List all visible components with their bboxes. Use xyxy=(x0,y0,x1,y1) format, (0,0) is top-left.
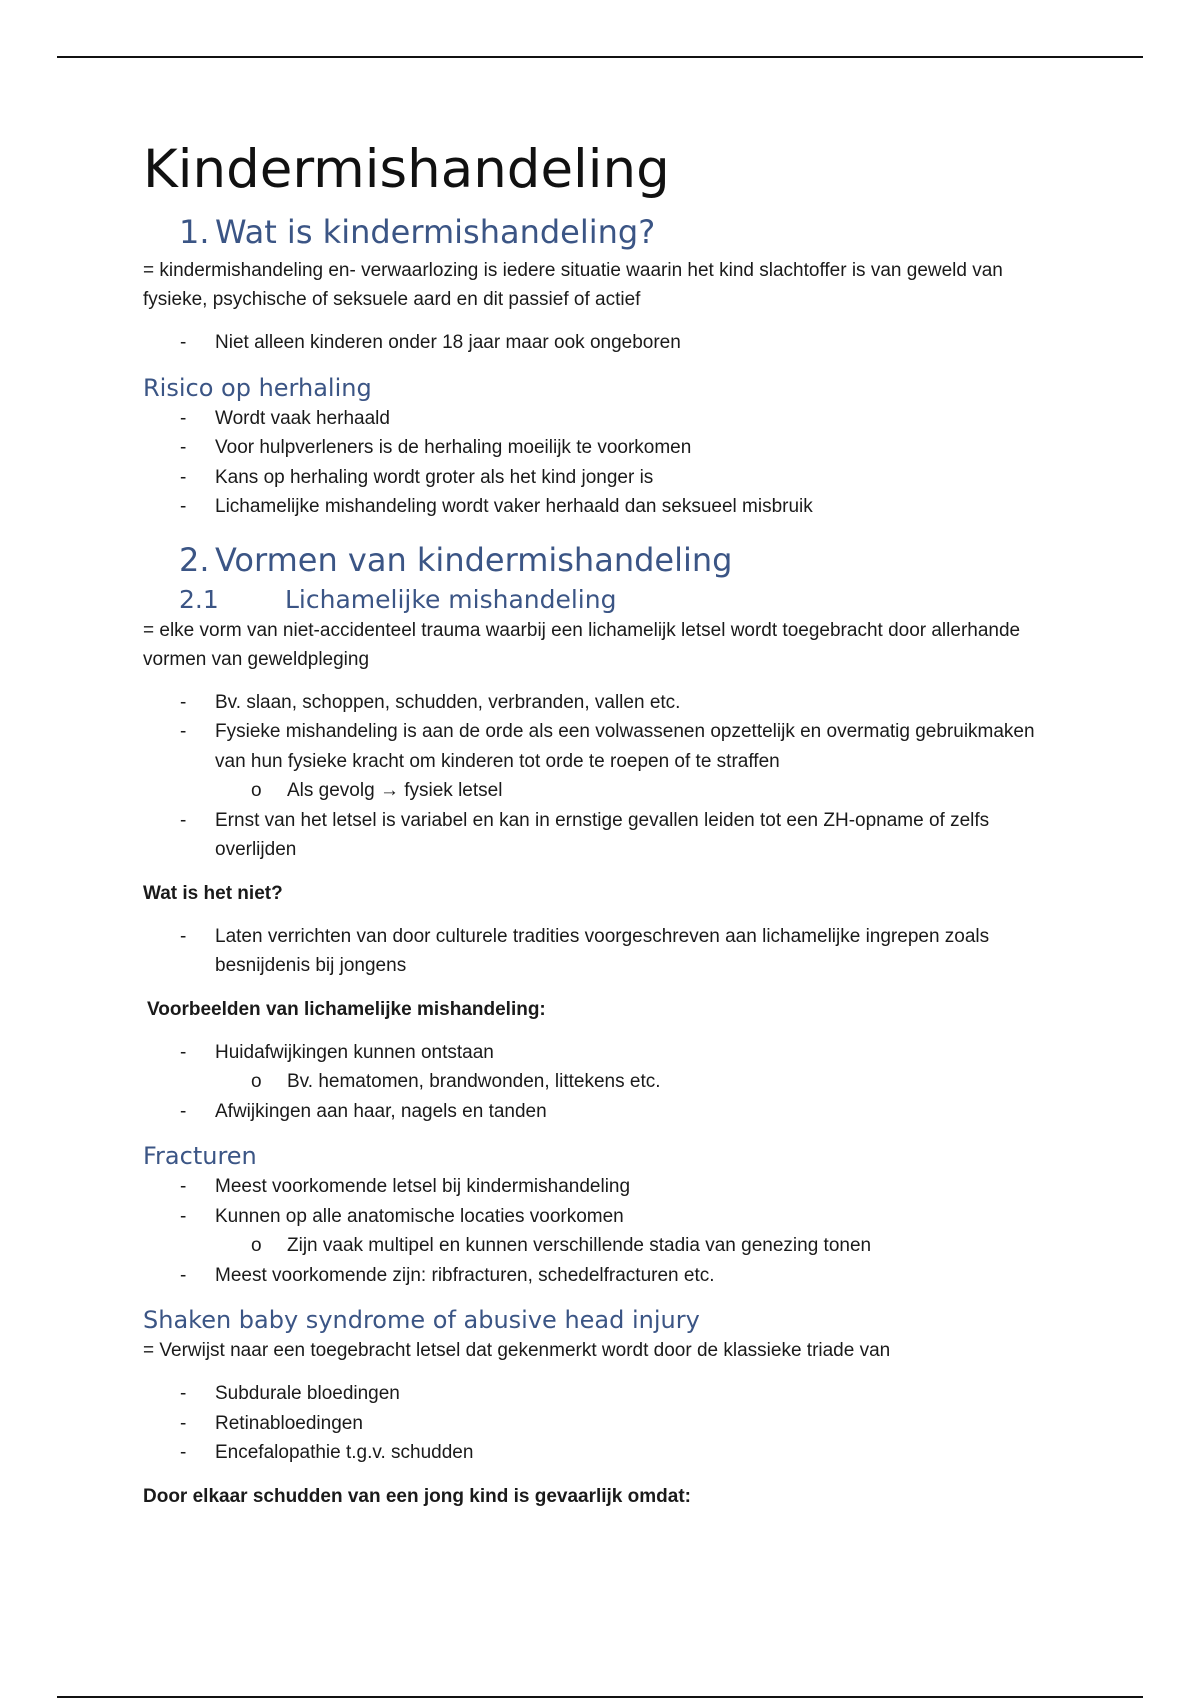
list-item: - Encefalopathie t.g.v. schudden xyxy=(143,1438,1063,1468)
subheading-fracturen: Fracturen xyxy=(143,1142,257,1170)
section-heading-1 xyxy=(179,212,1063,252)
subsection-heading-2-1 xyxy=(143,584,1063,616)
list-item-text: Fysieke mishandeling is aan de orde als een volwassenen opzettelijk en overmatig gebruikmaken van hun fysieke kracht om kinderen tot orde te roepen of te straffen xyxy=(215,721,1035,772)
list-item: - Afwijkingen aan haar, nagels en tanden xyxy=(143,1097,1063,1127)
bullet-list xyxy=(143,1379,1063,1468)
list-item: - Subdurale bloedingen xyxy=(143,1379,1063,1409)
bold-heading-niet: Wat is het niet? xyxy=(143,882,283,904)
list-item: - Niet alleen kinderen onder 18 jaar maar ook ongeboren xyxy=(143,328,1063,358)
footer-rule xyxy=(57,1696,1143,1698)
sub-list-item: o Bv. hematomen, brandwonden, littekens etc. xyxy=(143,1067,1063,1097)
bullet-list xyxy=(143,328,1063,358)
list-item-text: Huidafwijkingen kunnen ontstaan xyxy=(215,1041,494,1063)
sub-bullet-list xyxy=(215,1067,1063,1097)
list-item-text: Kunnen op alle anatomische locaties voorkomen xyxy=(215,1205,624,1227)
list-item xyxy=(143,717,1063,806)
list-item: - Ernst van het letsel is variabel en kan in ernstige gevallen leiden tot een ZH-opname of zelfs overlijden xyxy=(143,806,1063,865)
section-number: 2. xyxy=(179,540,210,579)
bullet-list xyxy=(143,688,1063,865)
list-item: - Kans op herhaling wordt groter als het kind jonger is xyxy=(143,463,1063,493)
subsection-number: 2.1 xyxy=(179,584,219,614)
subsection-title: Lichamelijke mishandeling xyxy=(285,584,617,614)
definition-paragraph: = kindermishandeling en- verwaarlozing is iedere situatie waarin het kind slachtoffer is van geweld van fysieke, psychische of seksuele aard en dit passief of actief xyxy=(143,260,1003,310)
definition-paragraph: = Verwijst naar een toegebracht letsel dat gekenmerkt wordt door de klassieke triade van xyxy=(143,1340,891,1361)
sub-list-item: o Als gevolg → fysiek letsel xyxy=(143,776,1063,806)
list-item xyxy=(143,1202,1063,1261)
document-body xyxy=(143,138,1063,1511)
list-item: - Meest voorkomende letsel bij kindermishandeling xyxy=(143,1172,1063,1202)
subheading-risico: Risico op herhaling xyxy=(143,373,372,402)
list-item: - Voor hulpverleners is de herhaling moeilijk te voorkomen xyxy=(143,433,1063,463)
list-item xyxy=(143,1038,1063,1097)
section-title: Wat is kindermishandeling? xyxy=(215,213,656,251)
sub-bullet-list xyxy=(215,1231,1063,1261)
bold-heading-voorbeelden: Voorbeelden van lichamelijke mishandeling: xyxy=(147,998,546,1020)
subheading-shaken-baby: Shaken baby syndrome of abusive head injury xyxy=(143,1306,700,1334)
definition-paragraph: = elke vorm van niet-accidenteel trauma waarbij een lichamelijk letsel wordt toegebracht door allerhande vormen van geweldpleging xyxy=(143,619,1021,670)
sub-list-item: o Zijn vaak multipel en kunnen verschillende stadia van genezing tonen xyxy=(143,1231,1063,1261)
sub-bullet-list xyxy=(215,776,1063,806)
section-title: Vormen van kindermishandeling xyxy=(215,540,733,579)
section-number: 1. xyxy=(179,213,210,251)
bullet-list xyxy=(143,1172,1063,1290)
bullet-list xyxy=(143,1038,1063,1127)
bullet-list xyxy=(143,922,1063,981)
list-item: - Meest voorkomende zijn: ribfracturen, schedelfracturen etc. xyxy=(143,1261,1063,1291)
list-item: - Wordt vaak herhaald xyxy=(143,404,1063,434)
bullet-list xyxy=(143,404,1063,522)
document-title: Kindermishandeling xyxy=(143,139,670,200)
bold-closing-line: Door elkaar schudden van een jong kind is gevaarlijk omdat: xyxy=(143,1485,691,1507)
list-item: - Laten verrichten van door culturele tradities voorgeschreven aan lichamelijke ingrepen zoals besnijdenis bij jongens xyxy=(143,922,1063,981)
list-item: - Retinabloedingen xyxy=(143,1409,1063,1439)
list-item: - Lichamelijke mishandeling wordt vaker herhaald dan seksueel misbruik xyxy=(143,492,1063,522)
list-item: - Bv. slaan, schoppen, schudden, verbranden, vallen etc. xyxy=(143,688,1063,718)
header-rule xyxy=(57,56,1143,58)
section-heading-2 xyxy=(179,540,1063,580)
